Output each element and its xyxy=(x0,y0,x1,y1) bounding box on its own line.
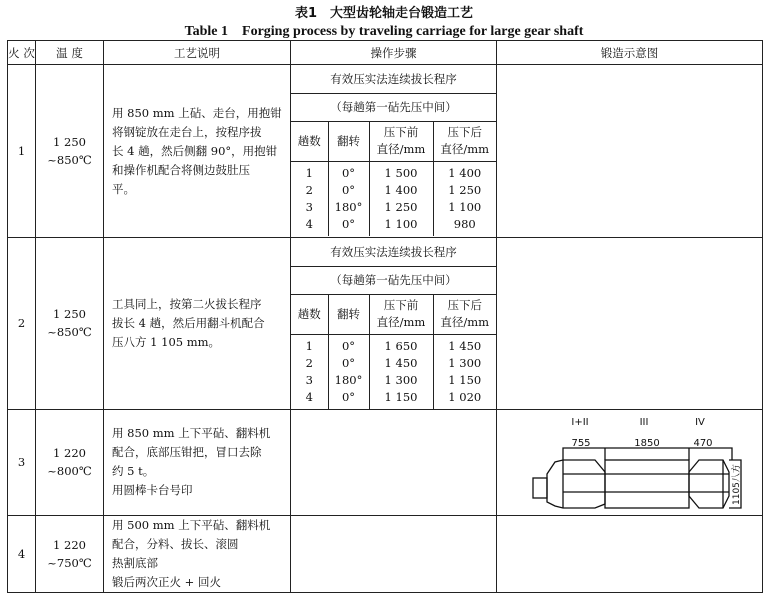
desc-line: 用 850 mm 上下平砧、翻料机 xyxy=(112,426,271,440)
desc-line: 用圆棒卡台号印 xyxy=(112,483,193,497)
desc-line: 平。 xyxy=(112,181,135,196)
sketch-section-label: III xyxy=(639,416,649,428)
steps-row xyxy=(291,334,496,355)
desc-line: 用 500 mm 上下平砧、翻料机 xyxy=(112,517,271,532)
shaft-drawing xyxy=(533,448,741,508)
steps-cell: 0° xyxy=(328,334,369,355)
desc-line: 将钢锭放在走台上，按程序拔 xyxy=(112,124,262,139)
temp-cell xyxy=(36,409,104,515)
steps-note: （每趟第一砧先压中间） xyxy=(291,266,496,294)
temp-start: 1 220 xyxy=(53,446,86,460)
steps-header-line: 翻转 xyxy=(337,306,360,321)
steps-cell: 180° xyxy=(328,199,369,216)
steps-cell: 1 400 xyxy=(433,161,496,182)
desc-cell xyxy=(104,515,291,592)
steps-header xyxy=(328,294,369,334)
steps-title: 有效压实法连续拔长程序 xyxy=(291,65,496,93)
steps-cell-container xyxy=(291,238,497,410)
heat-cell: 4 xyxy=(8,515,36,592)
steps-row xyxy=(291,389,496,409)
steps-header xyxy=(328,121,369,161)
steps-cell: 1 020 xyxy=(433,389,496,409)
steps-row xyxy=(291,372,496,389)
steps-header-line: 压下后 xyxy=(447,298,482,312)
desc-line: 热割底部 xyxy=(112,555,158,570)
desc-line: 长 4 趟，然后侧翻 90°，用抱钳 xyxy=(112,143,278,158)
forging-process-table xyxy=(7,40,763,593)
steps-header xyxy=(433,294,496,334)
desc-line: 拔长 4 趟，然后用翻斗机配合 xyxy=(112,315,265,330)
steps-header-line: 直径/mm xyxy=(376,142,426,156)
steps-cell: 1 250 xyxy=(433,182,496,199)
steps-cell: 1 150 xyxy=(369,389,433,409)
steps-cell: 0° xyxy=(328,355,369,372)
sketch-side-dim: 1105八方 xyxy=(732,463,742,505)
table-row xyxy=(8,515,763,592)
steps-cell: 0° xyxy=(328,161,369,182)
heat-cell: 2 xyxy=(8,238,36,410)
temp-start: 1 250 xyxy=(53,135,86,149)
sketch-section-label: I+II xyxy=(571,416,589,428)
steps-cell: 0° xyxy=(328,389,369,409)
steps-cell: 1 100 xyxy=(369,216,433,236)
table-row xyxy=(8,238,763,410)
steps-header xyxy=(369,121,433,161)
steps-cell-container xyxy=(291,65,497,238)
steps-cell: 4 xyxy=(291,389,328,409)
steps-title: 有效压实法连续拔长程序 xyxy=(291,238,496,266)
steps-cell: 0° xyxy=(328,216,369,236)
steps-header-line: 翻转 xyxy=(337,133,360,148)
desc-line: 和操作机配合将侧边鼓肚压 xyxy=(112,162,250,177)
sketch-dim: 1850 xyxy=(634,437,660,449)
header-sketch: 锻造示意图 xyxy=(497,41,763,65)
table-title-en: Table 1 Forging process by traveling carriage for large gear shaft xyxy=(184,24,584,39)
steps-cell: 1 450 xyxy=(433,334,496,355)
sketch-empty xyxy=(497,238,763,410)
temp-end: ~750℃ xyxy=(47,555,92,570)
steps-row xyxy=(291,216,496,236)
steps-cell: 2 xyxy=(291,182,328,199)
sketch-section-label: IV xyxy=(695,416,705,428)
steps-header-line: 直径/mm xyxy=(376,315,426,329)
desc-cell xyxy=(104,238,291,410)
steps-cell: 1 xyxy=(291,161,328,182)
steps-row xyxy=(291,182,496,199)
steps-cell: 1 400 xyxy=(369,182,433,199)
steps-cell: 1 xyxy=(291,334,328,355)
steps-cell: 1 500 xyxy=(369,161,433,182)
desc-line: 配合，分料、拔长、滚圆 xyxy=(112,536,239,551)
steps-header xyxy=(291,121,328,161)
steps-header-line: 压下前 xyxy=(383,125,419,139)
steps-header-line: 压下后 xyxy=(447,125,482,139)
desc-cell xyxy=(104,65,291,238)
steps-cell: 3 xyxy=(291,372,328,389)
temp-start: 1 220 xyxy=(53,537,86,552)
steps-cell: 3 xyxy=(291,199,328,216)
steps-cell: 1 650 xyxy=(369,334,433,355)
header-steps: 操作步骤 xyxy=(291,41,497,65)
sketch-cell xyxy=(497,409,763,515)
heat-cell: 3 xyxy=(8,409,36,515)
steps-cell: 1 300 xyxy=(433,355,496,372)
steps-header xyxy=(433,121,496,161)
steps-cell: 1 150 xyxy=(433,372,496,389)
steps-note: （每趟第一砧先压中间） xyxy=(291,93,496,121)
desc-line: 用 850 mm 上砧、走台，用抱钳 xyxy=(112,105,282,120)
steps-header-line: 趟数 xyxy=(297,133,321,148)
steps-cell: 1 100 xyxy=(433,199,496,216)
temp-cell xyxy=(36,65,104,238)
steps-header-line: 直径/mm xyxy=(440,315,490,329)
header-desc: 工艺说明 xyxy=(104,41,291,65)
header-heat: 火 次 xyxy=(8,41,36,65)
steps-row xyxy=(291,161,496,182)
sketch-dim: 755 xyxy=(571,437,591,449)
steps-empty xyxy=(291,409,497,515)
heat-cell: 1 xyxy=(8,65,36,238)
steps-header xyxy=(369,294,433,334)
sketch-dim: 470 xyxy=(693,437,713,449)
steps-row xyxy=(291,199,496,216)
steps-table xyxy=(291,238,496,409)
steps-cell: 4 xyxy=(291,216,328,236)
steps-cell: 1 250 xyxy=(369,199,433,216)
steps-table xyxy=(291,65,496,236)
steps-cell: 180° xyxy=(328,372,369,389)
sketch-empty xyxy=(497,515,763,592)
header-temp: 温 度 xyxy=(36,41,104,65)
steps-cell: 980 xyxy=(433,216,496,236)
desc-cell xyxy=(104,409,291,515)
steps-cell: 0° xyxy=(328,182,369,199)
steps-header-line: 趟数 xyxy=(297,306,321,321)
desc-line: 配合，底部压钳把，冒口去除 xyxy=(112,445,262,459)
desc-line: 约 5 t。 xyxy=(112,464,155,478)
temp-end: ~850℃ xyxy=(47,325,92,340)
table-title-cn: 表1 大型齿轮轴走台锻造工艺 xyxy=(294,6,474,21)
temp-end: ~800℃ xyxy=(47,464,92,478)
temp-start: 1 250 xyxy=(53,307,86,322)
steps-header-line: 压下前 xyxy=(383,298,419,312)
steps-cell: 1 300 xyxy=(369,372,433,389)
temp-end: ~850℃ xyxy=(47,153,92,167)
sketch-empty xyxy=(497,65,763,238)
steps-empty xyxy=(291,515,497,592)
table-row xyxy=(8,65,763,238)
steps-header xyxy=(291,294,328,334)
forging-sketch xyxy=(497,410,763,515)
desc-line: 工具同上，按第二火拔长程序 xyxy=(112,296,262,311)
steps-header-line: 直径/mm xyxy=(440,142,490,156)
table-row xyxy=(8,409,763,515)
steps-row xyxy=(291,355,496,372)
steps-cell: 1 450 xyxy=(369,355,433,372)
desc-line: 压八方 1 105 mm。 xyxy=(112,334,221,349)
temp-cell xyxy=(36,515,104,592)
desc-line: 锻后两次正火 + 回火 xyxy=(112,574,221,589)
steps-cell: 2 xyxy=(291,355,328,372)
temp-cell xyxy=(36,238,104,410)
